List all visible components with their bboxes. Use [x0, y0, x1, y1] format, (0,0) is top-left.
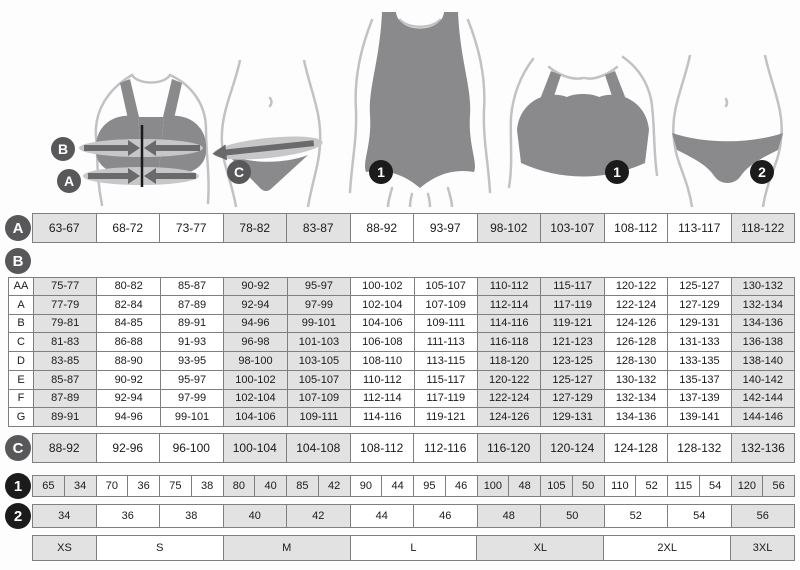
bust-marker: B [51, 137, 75, 161]
cup-range-cell: 134-136 [605, 408, 668, 427]
cup-range-cell: 80-82 [97, 277, 160, 296]
cup-range-cell: 100-102 [224, 371, 287, 390]
cup-letter-cell: C [8, 333, 34, 352]
underbust-cell: 83-87 [287, 213, 351, 243]
brief-size-cell: 48 [478, 504, 542, 528]
cup-range-cell: 137-139 [668, 390, 731, 409]
underbust-cell: 78-82 [224, 213, 288, 243]
cup-range-cell: 96-98 [224, 333, 287, 352]
underbust-cell: 88-92 [351, 213, 415, 243]
size-group-cell: XS [32, 535, 97, 561]
cup-table-row [8, 352, 795, 371]
one-piece-marker: 1 [369, 160, 393, 184]
cup-range-cell: 105-107 [288, 371, 351, 390]
cup-range-cell: 104-106 [224, 408, 287, 427]
brief-size-cell: 42 [287, 504, 351, 528]
bra-size-cell: 44 [382, 475, 414, 497]
cup-range-cell: 81-83 [34, 333, 97, 352]
hips-cell: 100-104 [224, 433, 288, 463]
cup-range-cell: 105-107 [415, 277, 478, 296]
bra-size-cell: 120 [732, 475, 764, 497]
underbust-cell: 108-112 [605, 213, 669, 243]
cup-range-cell: 142-144 [732, 390, 795, 409]
underbust-cell: 73-77 [160, 213, 224, 243]
cup-range-cell: 127-129 [668, 296, 731, 315]
cup-range-cell: 127-129 [541, 390, 604, 409]
cup-table-row [8, 277, 795, 296]
hips-cell: 88-92 [32, 433, 97, 463]
size-group-cell: XL [477, 535, 604, 561]
brief-size-cell: 46 [414, 504, 478, 528]
underbust-cell: 118-122 [732, 213, 796, 243]
hips-cell: 124-128 [605, 433, 669, 463]
cup-range-cell: 85-87 [161, 277, 224, 296]
cup-range-cell: 75-77 [34, 277, 97, 296]
cup-table-row [8, 371, 795, 390]
cup-range-cell: 119-121 [415, 408, 478, 427]
cup-range-cell: 119-121 [541, 315, 604, 334]
cup-range-cell: 94-96 [97, 408, 160, 427]
bra-size-cell: 70 [97, 475, 129, 497]
cup-range-cell: 112-114 [351, 390, 414, 409]
cup-letter-cell: B [8, 315, 34, 334]
cup-range-cell: 89-91 [161, 315, 224, 334]
cup-range-cell: 115-117 [541, 277, 604, 296]
bra-size-cell: 95 [414, 475, 446, 497]
bra-size-cell: 85 [287, 475, 319, 497]
brief-size-marker: 2 [750, 160, 774, 184]
cup-range-cell: 84-85 [97, 315, 160, 334]
cup-range-cell: 138-140 [732, 352, 795, 371]
cup-range-cell: 95-97 [288, 277, 351, 296]
cup-range-cell: 82-84 [97, 296, 160, 315]
cup-range-cell: 97-99 [288, 296, 351, 315]
cup-range-cell: 121-123 [541, 333, 604, 352]
cup-range-cell: 129-131 [541, 408, 604, 427]
cup-range-cell: 85-87 [34, 371, 97, 390]
bra-size-cell: 42 [319, 475, 351, 497]
cup-range-cell: 87-89 [161, 296, 224, 315]
underbust-cell: 103-107 [541, 213, 605, 243]
brief-size-cell: 50 [541, 504, 605, 528]
bra-size-row-label: 1 [5, 473, 31, 499]
cup-range-cell: 130-132 [605, 371, 668, 390]
bra-size-cell: 110 [605, 475, 637, 497]
cup-range-cell: 104-106 [351, 315, 414, 334]
cup-range-cell: 114-116 [351, 408, 414, 427]
hips-marker: C [227, 160, 251, 184]
cup-range-cell: 129-131 [668, 315, 731, 334]
bra-size-cell: 75 [160, 475, 192, 497]
underbust-cell: 63-67 [32, 213, 97, 243]
brief-size-cells [32, 504, 795, 528]
bra-size-cell: 52 [636, 475, 668, 497]
hips-cell: 112-116 [414, 433, 478, 463]
cup-range-cell: 94-96 [224, 315, 287, 334]
cup-range-cell: 102-104 [224, 390, 287, 409]
cup-table-row [8, 408, 795, 427]
cup-range-cell: 131-133 [668, 333, 731, 352]
hips-measurement-figure-icon [212, 60, 325, 207]
cup-range-cell: 90-92 [97, 371, 160, 390]
cup-range-cell: 136-138 [732, 333, 795, 352]
cup-range-cell: 133-135 [668, 352, 731, 371]
cup-range-cell: 125-127 [668, 277, 731, 296]
bra-size-cell: 80 [224, 475, 256, 497]
cup-range-cell: 97-99 [161, 390, 224, 409]
brief-size-cell: 44 [351, 504, 415, 528]
cup-range-cell: 98-100 [224, 352, 287, 371]
hips-cell: 116-120 [478, 433, 542, 463]
cup-letter-cell: F [8, 390, 34, 409]
cup-range-cell: 99-101 [161, 408, 224, 427]
underbust-row-label: A [5, 215, 31, 241]
underbust-cell: 93-97 [414, 213, 478, 243]
cup-range-cell: 112-114 [478, 296, 541, 315]
cup-range-cell: 125-127 [541, 371, 604, 390]
bra-size-cell: 65 [32, 475, 65, 497]
bra-size-cell: 36 [128, 475, 160, 497]
one-piece-swimsuit-figure-icon [330, 10, 510, 207]
cup-range-cell: 83-85 [34, 352, 97, 371]
cup-range-cell: 103-105 [288, 352, 351, 371]
cup-range-cell: 134-136 [732, 315, 795, 334]
cup-range-cell: 122-124 [605, 296, 668, 315]
cup-range-cell: 109-111 [415, 315, 478, 334]
bra-size-cell: 54 [700, 475, 732, 497]
cup-range-cell: 120-122 [478, 371, 541, 390]
cup-table-label: B [5, 248, 31, 274]
cup-range-cell: 115-117 [415, 371, 478, 390]
cup-range-cell: 90-92 [224, 277, 287, 296]
cup-range-cell: 93-95 [161, 352, 224, 371]
cup-table-row [8, 296, 795, 315]
bra-size-marker: 1 [605, 160, 629, 184]
cup-range-cell: 132-134 [605, 390, 668, 409]
cup-range-cell: 99-101 [288, 315, 351, 334]
bra-size-cells [32, 475, 795, 497]
underbust-cell: 98-102 [478, 213, 542, 243]
cup-range-cell: 77-79 [34, 296, 97, 315]
cup-range-cell: 117-119 [415, 390, 478, 409]
bra-size-cell: 34 [65, 475, 97, 497]
hips-cell: 120-124 [541, 433, 605, 463]
hips-cells [32, 433, 795, 463]
bra-size-cell: 100 [478, 475, 510, 497]
hips-cell: 128-132 [668, 433, 732, 463]
cup-range-cell: 126-128 [605, 333, 668, 352]
brief-figure-icon [660, 55, 795, 207]
cup-range-cell: 110-112 [478, 277, 541, 296]
brief-size-cell: 34 [32, 504, 97, 528]
cup-range-cell: 91-93 [161, 333, 224, 352]
cup-table-row [8, 333, 795, 352]
bra-figure-icon [505, 55, 660, 207]
cup-range-cell: 128-130 [605, 352, 668, 371]
hips-cell: 96-100 [160, 433, 224, 463]
brief-size-cell: 36 [97, 504, 161, 528]
cup-range-cell: 144-146 [732, 408, 795, 427]
bra-size-cell: 46 [446, 475, 478, 497]
cup-range-cell: 123-125 [541, 352, 604, 371]
cup-table-row [8, 315, 795, 334]
cup-range-cell: 107-109 [415, 296, 478, 315]
cup-range-cell: 92-94 [224, 296, 287, 315]
cup-range-cell: 89-91 [34, 408, 97, 427]
bra-size-cell: 38 [192, 475, 224, 497]
size-group-cell: L [351, 535, 478, 561]
cup-range-cell: 120-122 [605, 277, 668, 296]
cup-range-cell: 110-112 [351, 371, 414, 390]
bra-size-cell: 105 [541, 475, 573, 497]
brief-size-cell: 54 [668, 504, 732, 528]
cup-range-cell: 135-137 [668, 371, 731, 390]
underbust-marker: A [57, 169, 81, 193]
cup-table-row [8, 390, 795, 409]
brief-size-cell: 38 [160, 504, 224, 528]
cup-range-cell: 111-113 [415, 333, 478, 352]
cup-range-cell: 92-94 [97, 390, 160, 409]
cup-range-cell: 130-132 [732, 277, 795, 296]
cup-range-cell: 109-111 [288, 408, 351, 427]
cup-range-cell: 102-104 [351, 296, 414, 315]
cup-range-cell: 139-141 [668, 408, 731, 427]
cup-range-cell: 88-90 [97, 352, 160, 371]
hips-cell: 132-136 [732, 433, 796, 463]
cup-range-cell: 114-116 [478, 315, 541, 334]
hips-row-label: C [5, 435, 31, 461]
size-group-cell: M [224, 535, 351, 561]
cup-range-cell: 108-110 [351, 352, 414, 371]
underbust-cells [32, 213, 795, 243]
brief-size-cell: 40 [224, 504, 288, 528]
bra-size-cell: 48 [509, 475, 541, 497]
brief-size-cell: 56 [732, 504, 796, 528]
cup-letter-cell: AA [8, 277, 34, 296]
size-group-cell: 3XL [731, 535, 795, 561]
cup-letter-cell: E [8, 371, 34, 390]
cup-table [8, 277, 795, 427]
bra-size-cell: 56 [763, 475, 795, 497]
underbust-cell: 68-72 [97, 213, 161, 243]
cup-range-cell: 122-124 [478, 390, 541, 409]
size-group-cell: 2XL [604, 535, 731, 561]
brief-size-row-label: 2 [5, 503, 31, 529]
cup-range-cell: 140-142 [732, 371, 795, 390]
cup-range-cell: 79-81 [34, 315, 97, 334]
cup-range-cell: 106-108 [351, 333, 414, 352]
international-size-cells [32, 535, 795, 561]
cup-range-cell: 101-103 [288, 333, 351, 352]
cup-letter-cell: A [8, 296, 34, 315]
cup-range-cell: 118-120 [478, 352, 541, 371]
cup-range-cell: 116-118 [478, 333, 541, 352]
cup-range-cell: 124-126 [478, 408, 541, 427]
bra-size-cell: 50 [573, 475, 605, 497]
cup-range-cell: 124-126 [605, 315, 668, 334]
underbust-cell: 113-117 [668, 213, 732, 243]
cup-range-cell: 86-88 [97, 333, 160, 352]
size-group-cell: S [97, 535, 224, 561]
hips-cell: 104-108 [287, 433, 351, 463]
brief-size-cell: 52 [605, 504, 669, 528]
bra-size-cell: 115 [668, 475, 700, 497]
cup-range-cell: 113-115 [415, 352, 478, 371]
cup-range-cell: 132-134 [732, 296, 795, 315]
cup-range-cell: 100-102 [351, 277, 414, 296]
bra-size-cell: 90 [351, 475, 383, 497]
cup-range-cell: 117-119 [541, 296, 604, 315]
cup-letter-cell: D [8, 352, 34, 371]
cup-letter-cell: G [8, 408, 34, 427]
bra-size-cell: 40 [255, 475, 287, 497]
cup-range-cell: 107-109 [288, 390, 351, 409]
hips-cell: 92-96 [97, 433, 161, 463]
cup-range-cell: 95-97 [161, 371, 224, 390]
cup-range-cell: 87-89 [34, 390, 97, 409]
hips-cell: 108-112 [351, 433, 415, 463]
